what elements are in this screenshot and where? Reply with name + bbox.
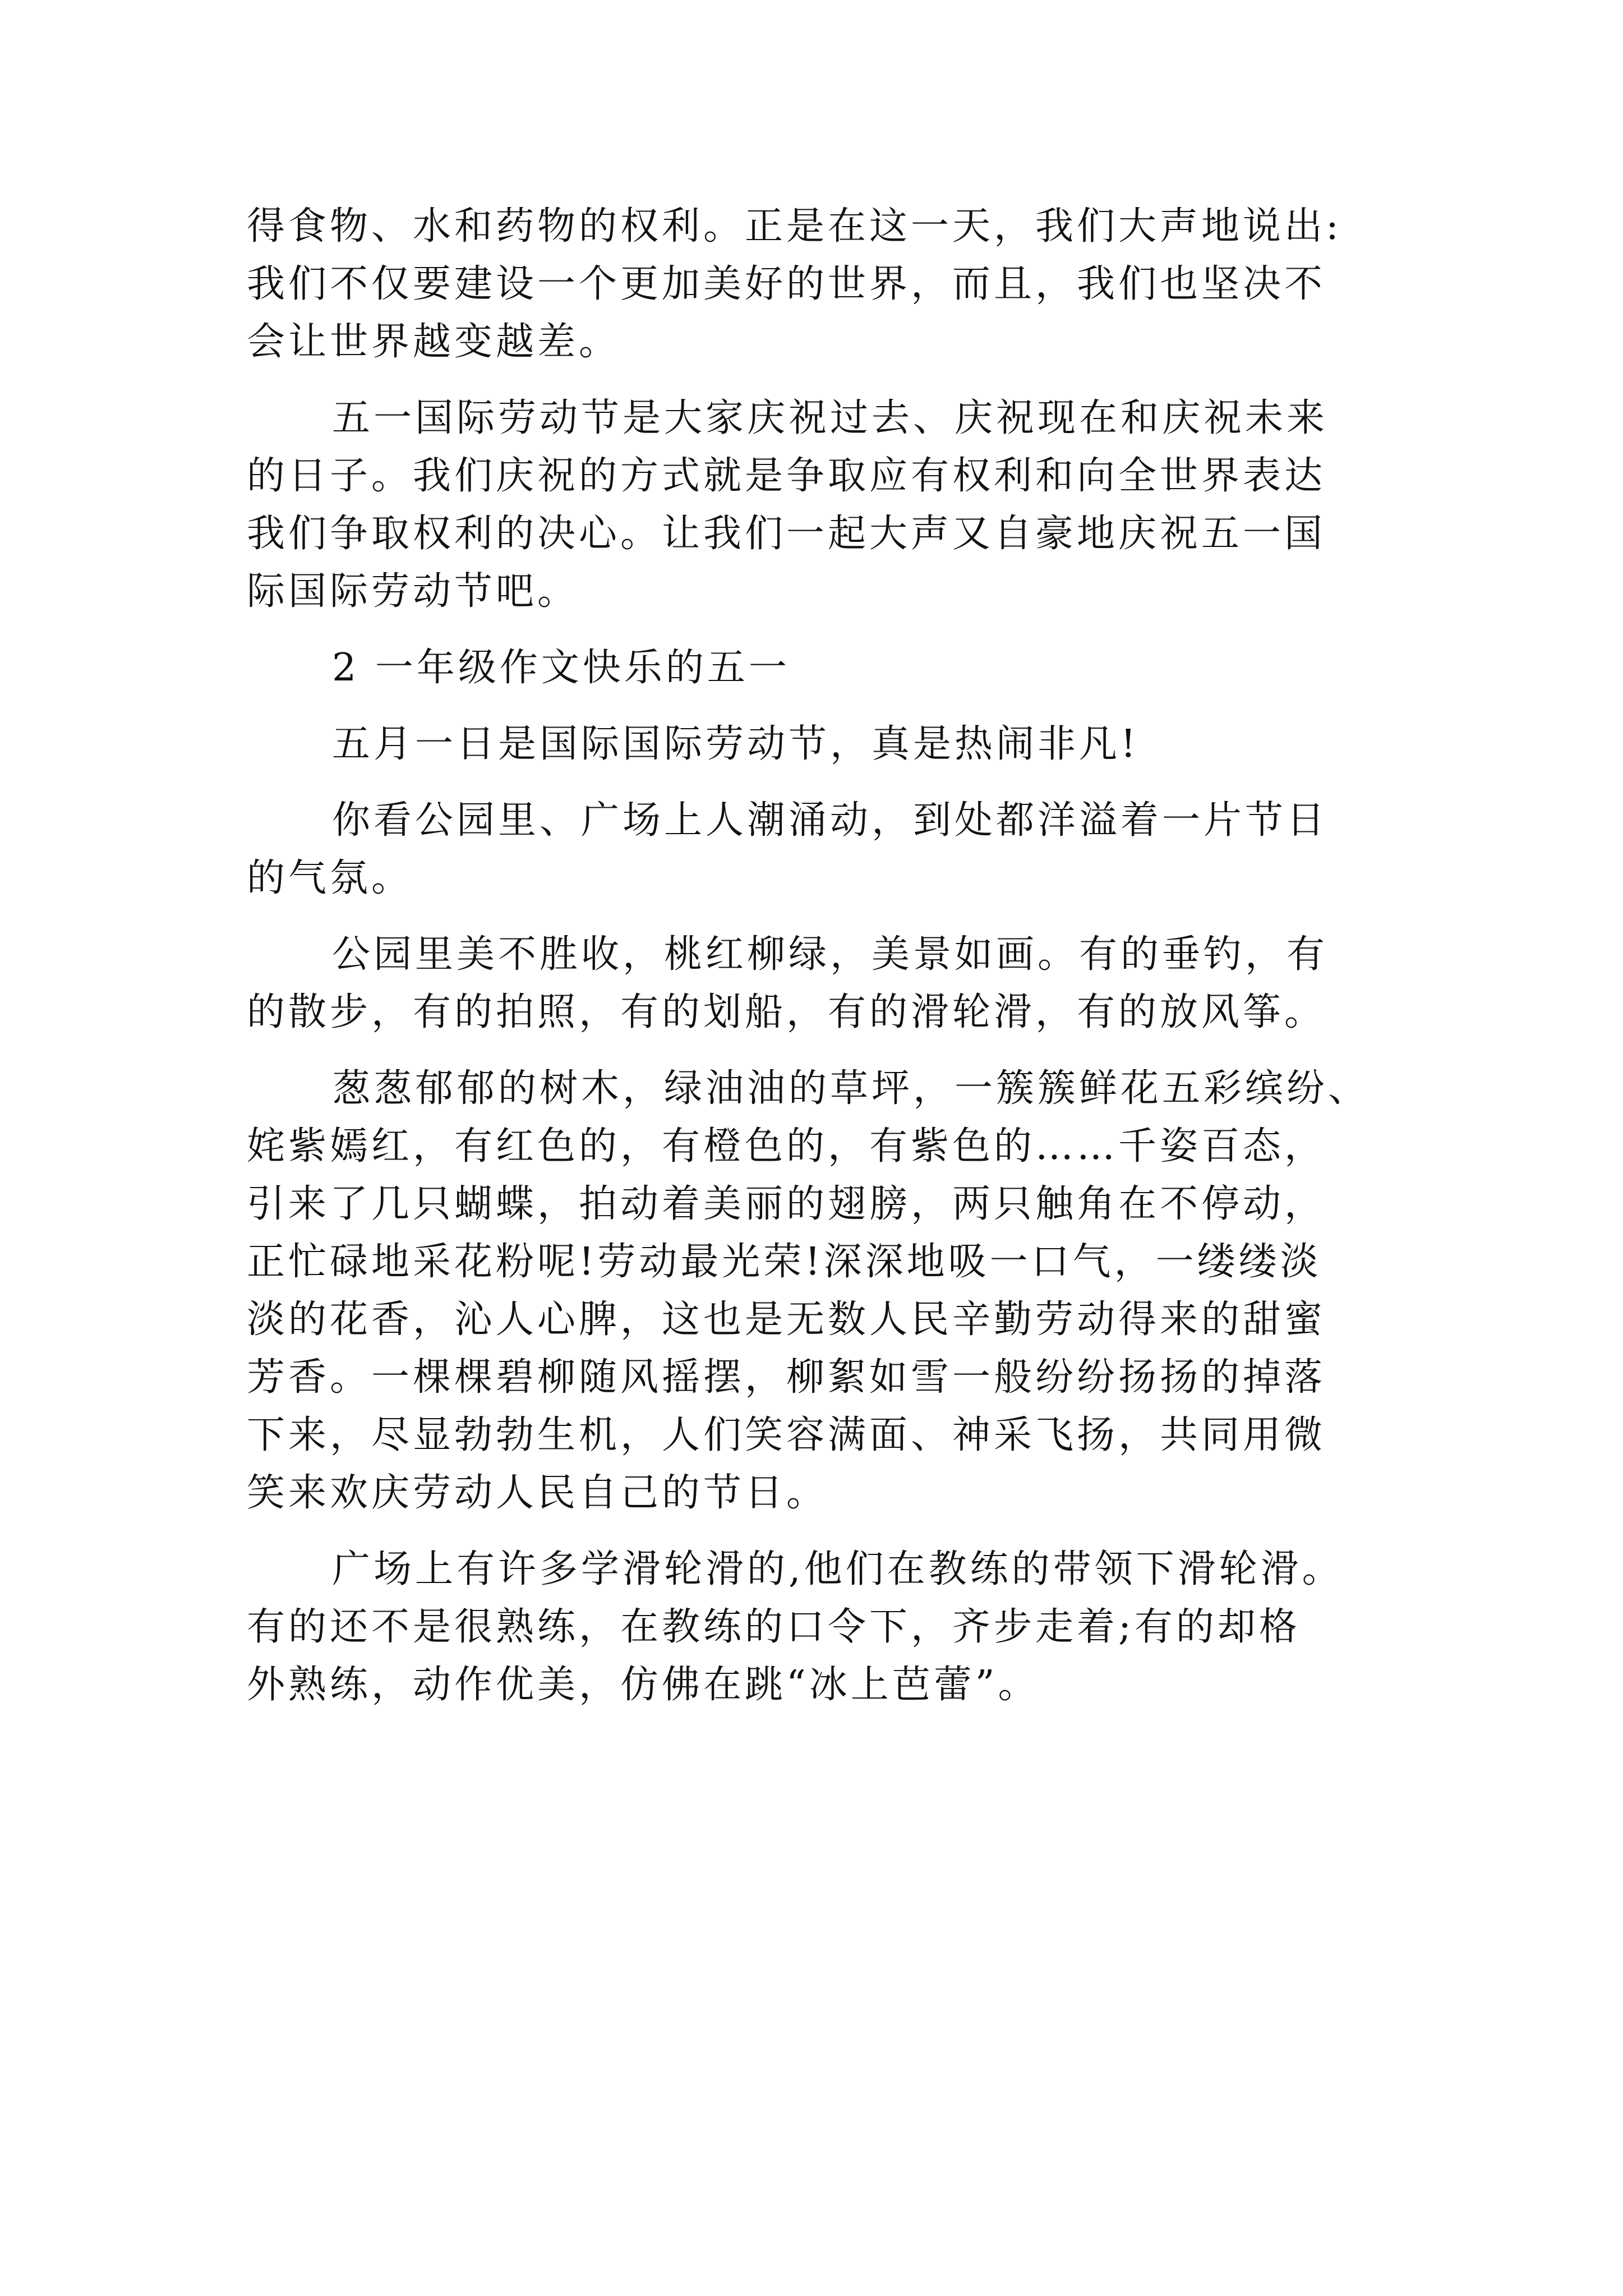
text-line: 的日子。我们庆祝的方式就是争取应有权利和向全世界表达 [247,454,1326,498]
text-line: 际国际劳动节吧。 [247,569,579,614]
section-heading: 2 一年级作文快乐的五一 [332,646,790,690]
text-line: 的散步，有的拍照，有的划船，有的滑轮滑，有的放风筝。 [247,990,1326,1034]
text-line: 会让世界越变越差。 [247,320,621,364]
text-line: 的气氛。 [247,856,413,900]
text-line: 我们不仅要建设一个更加美好的世界，而且，我们也坚决不 [247,262,1326,306]
text-line: 我们争取权利的决心。让我们一起大声又自豪地庆祝五一国 [247,512,1326,556]
text-line: 淡的花香，沁人心脾，这也是无数人民辛勤劳动得来的甜蜜 [247,1297,1326,1342]
text-line: 外熟练，动作优美，仿佛在跳“冰上芭蕾”。 [247,1663,1040,1707]
text-line: 引来了几只蝴蝶，拍动着美丽的翅膀，两只触角在不停动， [247,1182,1326,1226]
paragraph-first-line: 五月一日是国际国际劳动节，真是热闹非凡! [332,722,1140,766]
paragraph-first-line: 广场上有许多学滑轮滑的,他们在教练的带领下滑轮滑。 [332,1547,1344,1591]
text-line: 姹紫嫣红，有红色的，有橙色的，有紫色的……千姿百态， [247,1124,1326,1168]
paragraph-first-line: 你看公园里、广场上人潮涌动，到处都洋溢着一片节日 [332,798,1329,843]
text-line: 正忙碌地采花粉呢!劳动最光荣!深深地吸一口气，一缕缕淡 [247,1240,1322,1284]
text-line: 笑来欢庆劳动人民自己的节日。 [247,1471,828,1515]
text-line: 下来，尽显勃勃生机，人们笑容满面、神采飞扬，共同用微 [247,1413,1326,1457]
document-body [247,197,1413,1714]
paragraph-first-line: 葱葱郁郁的树木，绿油油的草坪，一簇簇鲜花五彩缤纷、 [332,1066,1370,1111]
paragraph-first-line: 公园里美不胜收，桃红柳绿，美景如画。有的垂钓，有 [332,932,1329,977]
text-line: 得食物、水和药物的权利。正是在这一天，我们大声地说出: [247,204,1342,249]
text-line: 芳香。一棵棵碧柳随风摇摆，柳絮如雪一般纷纷扬扬的掉落 [247,1355,1326,1400]
text-line: 有的还不是很熟练，在教练的口令下，齐步走着;有的却格 [247,1605,1301,1649]
paragraph-first-line: 五一国际劳动节是大家庆祝过去、庆祝现在和庆祝未来 [332,396,1329,440]
